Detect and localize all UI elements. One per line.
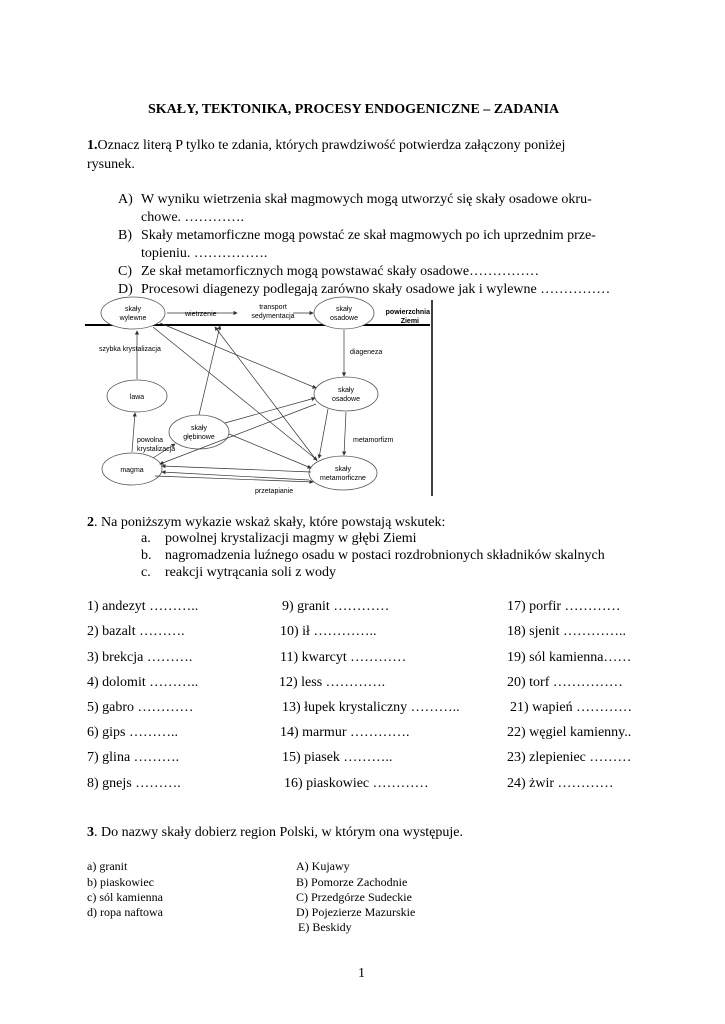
task3-intro [87,825,463,841]
label-szybka-krystalizacja: szybka krystalizacja [99,346,161,353]
rock-item-23: 23) zlepieniec ……… [507,750,632,765]
label-metamorfizm: metamorfizm [353,437,394,444]
label-powolna-1: powolna [137,437,164,444]
rock-item-1: 1) andezyt ……….. [87,599,199,614]
rock-item-6: 6) gips ……….. [87,725,178,740]
option-b-text-cont: topieniu. ……………. [141,246,268,261]
task2-sub-c-letter: c. [141,565,151,580]
rock-item-8: 8) gnejs ………. [87,776,181,791]
rock-item-20: 20) torf …………… [507,675,623,690]
option-b-text: Skały metamorficzne mogą powstać ze skał magmowych po ich uprzednim prze- [141,228,596,243]
task3-left-c: c) sól kamienna [87,890,163,904]
node-skaly-osadowe-top [314,297,374,329]
label-transport-2: sedymentacja [251,313,295,320]
rock-item-14: 14) marmur …………. [280,725,410,740]
arrow-meta-magma [162,466,311,472]
node-skaly-metamorficzne-label1: skały [335,466,351,473]
task1-number: 1. [87,138,98,153]
task1-instruction-line2: rysunek. [87,157,135,172]
rock-item-7: 7) glina ………. [87,750,180,765]
task1-instruction [87,138,565,154]
rock-item-18: 18) sjenit ………….. [507,624,626,639]
option-a-letter: A) [118,192,133,207]
option-c-letter: C) [118,264,132,279]
label-wietrzenie: wietrzenie [185,311,217,318]
rock-item-13: 13) łupek krystaliczny ……….. [282,700,460,715]
arrow-magma-lawa [132,413,135,452]
task3-right-d: D) Pojezierze Mazurskie [296,905,416,919]
rock-cycle-diagram [85,296,440,498]
node-skaly-metamorficzne [309,456,377,490]
rock-item-21: 21) wapień ………… [510,700,633,715]
rock-item-2: 2) bazalt ………. [87,624,185,639]
page-number: 1 [358,966,365,981]
task1-instruction-line1: Oznacz literą P tylko te zdania, których prawdziwość potwierdza załączony poniżej [97,138,566,153]
label-przetapianie: przetapianie [255,488,294,495]
task2-sub-c-text: reakcji wytrącania soli z wody [165,565,337,580]
arrow-osadowe-meta [319,409,328,458]
arrow-glebinowe-meta [229,434,311,468]
page-title: SKAŁY, TEKTONIKA, PROCESY ENDOGENICZNE – ZADANIA [148,102,560,117]
node-lawa-label: lawa [129,394,145,401]
arrow-glebinowe-top [199,326,220,415]
task2-sub-a-text: powolnej krystalizacji magmy w głębi Ziemi [165,531,417,546]
task2-sub-a-letter: a. [141,531,151,546]
node-skaly-metamorficzne-label2: metamorficzne [320,475,366,482]
task2-sub-b-letter: b. [141,548,152,563]
task3-right-e: E) Beskidy [298,920,352,934]
node-skaly-osadowe-top-label1: skały [336,306,352,313]
task3-right-a: A) Kujawy [296,859,350,873]
task3-left-b: b) piaskowiec [87,875,154,889]
label-diageneza: diageneza [350,349,383,356]
task3-right-b: B) Pomorze Zachodnie [296,875,408,889]
rock-item-22: 22) węgiel kamienny.. [507,725,632,740]
node-skaly-osadowe-mid-label2: osadowe [331,396,361,403]
option-c-text: Ze skał metamorficznych mogą powstawać skały osadowe…………… [141,264,540,279]
task2-intro-text: . Na poniższym wykazie wskaż skały, które powstają wskutek: [94,515,446,530]
surface-label-1: powierzchnia [385,309,430,316]
arrow-wylewne-osadowe-mid [160,323,316,388]
node-skaly-wylewne-label2: wylewne [119,315,147,322]
rock-item-15: 15) piasek ……….. [282,750,393,765]
node-skaly-glebinowe-label1: skały [191,425,207,432]
node-skaly-osadowe-mid-label1: skały [338,387,354,394]
arrow-meta-top [215,327,317,461]
task3-intro-text: . Do nazwy skały dobierz region Polski, w którym ona występuje. [94,825,463,840]
option-a-text-cont: chowe. …………. [141,210,245,225]
rock-item-11: 11) kwarcyt ………… [280,650,407,665]
arrow-glebinowe-osadowe [225,398,315,423]
task3-right-c: C) Przedgórze Sudeckie [296,890,412,904]
node-skaly-wylewne [101,297,165,329]
node-skaly-glebinowe-label2: głębinowe [183,434,215,441]
rock-item-24: 24) żwir ………… [507,776,614,791]
rock-item-3: 3) brekcja ………. [87,650,193,665]
label-transport-1: transport [259,304,287,311]
task2-number: 2 [87,515,94,530]
rock-item-19: 19) sól kamienna…… [507,650,632,665]
node-skaly-glebinowe [169,415,229,449]
option-a-text: W wyniku wietrzenia skał magmowych mogą utworzyć się skały osadowe okru- [141,192,592,207]
option-b-letter: B) [118,228,132,243]
task3-left-d: d) ropa naftowa [87,905,163,919]
rock-item-4: 4) dolomit ……….. [87,675,199,690]
rock-item-17: 17) porfir ………… [507,599,621,614]
arrow-metamorfizm [344,412,346,455]
task3-number: 3 [87,825,94,840]
node-skaly-wylewne-label1: skały [125,306,141,313]
option-d-text: Procesowi diagenezy podlegają zarówno skały osadowe jak i wylewne …………… [141,282,611,297]
task2-intro [87,515,445,531]
node-skaly-osadowe-top-label2: osadowe [329,315,359,322]
rock-item-12: 12) less …………. [279,675,386,690]
surface-label-2: Ziemi [400,318,419,325]
task2-sub-b-text: nagromadzenia luźnego osadu w postaci rozdrobnionych składników skalnych [165,548,605,563]
option-d-letter: D) [118,282,133,297]
node-skaly-osadowe-mid [314,377,378,411]
node-magma-label: magma [120,467,144,474]
rock-item-5: 5) gabro ………… [87,700,194,715]
label-powolna-2: krystalizacja [137,446,176,453]
rock-item-16: 16) piaskowiec ………… [284,776,429,791]
rock-item-10: 10) ił ………….. [280,624,377,639]
rock-item-9: 9) granit ………… [282,599,390,614]
task3-left-a: a) granit [87,859,128,873]
